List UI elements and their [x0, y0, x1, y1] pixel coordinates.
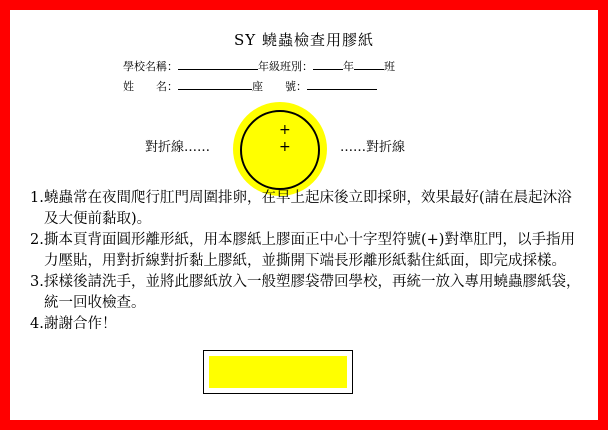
- instruction-text: 謝謝合作！: [44, 316, 117, 332]
- year-field[interactable]: [313, 59, 343, 70]
- instruction-number: 2.: [30, 232, 44, 248]
- instruction-item: [30, 188, 586, 230]
- instruction-item: [30, 272, 586, 314]
- instruction-text: 採樣後請洗手，並將此膠紙放入一般塑膠袋帶回學校，再統一放入專用蟯蟲膠紙袋，統一回收檢查。: [44, 274, 581, 311]
- school-field[interactable]: [178, 59, 258, 70]
- name-label: 姓 名：: [123, 80, 178, 93]
- instruction-number: 4.: [30, 316, 44, 332]
- instruction-list: [30, 188, 586, 335]
- name-field[interactable]: [178, 79, 252, 90]
- release-paper-strip: [203, 350, 353, 394]
- instruction-number: 1.: [30, 190, 44, 206]
- instruction-item: [30, 314, 586, 335]
- instruction-number: 3.: [30, 274, 44, 290]
- seat-field[interactable]: [307, 79, 377, 90]
- yellow-release-strip: [209, 356, 347, 388]
- cross-mark-icon-lower: +: [279, 139, 291, 155]
- fold-line-right: ……對折線: [340, 140, 406, 155]
- page-title: SY 蟯蟲檢查用膠紙: [234, 31, 374, 49]
- instruction-text: 撕本頁背面圓形離形紙，用本膠紙上膠面正中心十字型符號(+)對準肛門，以手指用力壓貼，用對折線對折黏上膠紙，並撕開下端長形離形紙黏住紙面，即完成採樣。: [44, 232, 575, 269]
- class-suffix: 班: [384, 60, 395, 73]
- year-suffix: 年: [343, 60, 354, 73]
- instruction-text: 蟯蟲常在夜間爬行肛門周圍排卵，在早上起床後立即採卵，效果最好(請在晨起沐浴及大便前黏取)。: [44, 190, 572, 227]
- name-seat-row: [123, 78, 377, 94]
- seat-label: 座 號：: [252, 80, 307, 93]
- school-label: 學校名稱：: [123, 60, 178, 73]
- instruction-item: [30, 230, 586, 272]
- class-field[interactable]: [354, 59, 384, 70]
- school-class-row: [123, 58, 395, 74]
- cross-mark-icon: +: [279, 122, 291, 138]
- class-label: 年級班別：: [258, 60, 313, 73]
- fold-line-left: 對折線……: [145, 140, 211, 155]
